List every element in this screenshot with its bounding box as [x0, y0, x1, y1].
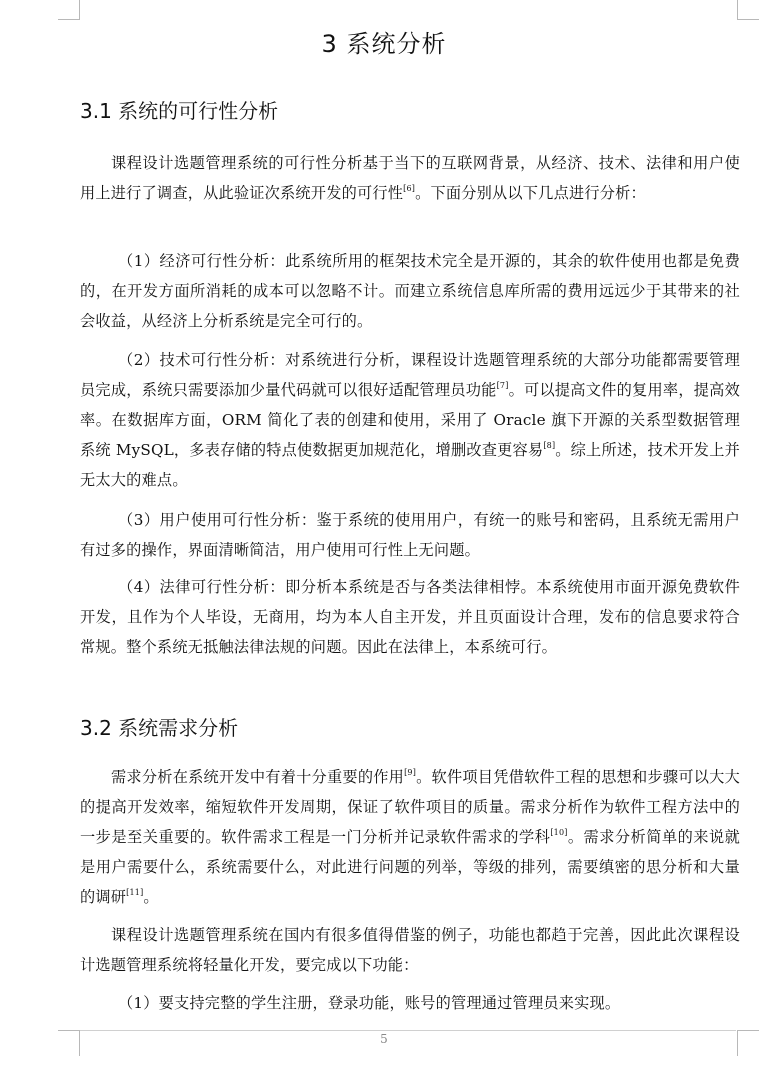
crop-mark-top-right [737, 0, 738, 20]
paragraph-text: 。需求分析简单的来说就是用户需要什么，系统需要什么，对此进行问题的列举，等级的排列，需要缜密的思分析和大量的调研 [80, 828, 741, 906]
footer-divider [80, 1030, 736, 1031]
requirement-item-1: （1）要支持完整的学生注册，登录功能，账号的管理通过管理员来实现。 [118, 994, 621, 1012]
page-number: 5 [380, 1032, 388, 1046]
crop-mark-top-left [79, 0, 80, 20]
citation-ref: [6] [403, 184, 416, 193]
paragraph-text: （2）技术可行性分析：对系统进行分析，课程设计选题管理系统的大部分功能都需要管理员完成，系统只需要添加少量代码就可以很好适配管理员功能 [80, 351, 740, 399]
paragraph-text: 。软件项目凭借软件工程的思想和步骤可以大大的提高开发效率，缩短软件开发周期，保证了软件项目的质量。需求分析作为软件工程方法中的一步是至关重要的。软件需求工程是一门分析并记录软件需求的学科 [80, 768, 740, 846]
crop-mark-bottom-left-h [58, 1030, 80, 1031]
feasibility-intro-paragraph [80, 148, 740, 208]
paragraph-text: 。可以提高文件的复用率，提高效率。在数据库方面，ORM 简化了表的创建和使用，采用了 Oracle 旗下开源的关系型数据管理系统 MySQL，多表存储的特点使数据更加规范化，增删改查更容易 [80, 381, 740, 459]
legal-feasibility-paragraph: （4）法律可行性分析：即分析本系统是否与各类法律相悖。本系统使用市面开源免费软件开发，且作为个人毕设，无商用，均为本人自主开发，并且页面设计合理，发布的信息要求符合常规。整个系统无抵触法律法规的问题。因此在法律上，本系统可行。 [80, 578, 740, 656]
requirements-system-paragraph: 课程设计选题管理系统在国内有很多值得借鉴的例子，功能也都趋于完善，因此此次课程设计选题管理系统将轻量化开发，要完成以下功能： [80, 926, 740, 974]
paragraph-text: 课程设计选题管理系统的可行性分析基于当下的互联网背景，从经济、技术、法律和用户使用上进行了调查，从此验证次系统开发的可行性 [80, 154, 740, 202]
paragraph-text: 。综上所述，技术开发上并无太大的难点。 [80, 441, 740, 489]
crop-mark-top-right-h [737, 19, 759, 20]
crop-mark-top-left-h [58, 19, 80, 20]
crop-mark-bottom-right-h [737, 1030, 759, 1031]
user-feasibility-paragraph: （3）用户使用可行性分析：鉴于系统的使用用户，有统一的账号和密码，且系统无需用户有过多的操作，界面清晰简洁，用户使用可行性上无问题。 [80, 511, 740, 559]
paragraph-text: 。 [143, 888, 159, 906]
citation-ref: [9] [404, 768, 417, 777]
section-heading-feasibility: 3.1 系统的可行性分析 [80, 99, 279, 123]
section-heading-requirements: 3.2 系统需求分析 [80, 716, 239, 740]
paragraph-text: 需求分析在系统开发中有着十分重要的作用 [111, 768, 405, 786]
economic-feasibility-paragraph: （1）经济可行性分析：此系统所用的框架技术完全是开源的，其余的软件使用也都是免费的，在开发方面所消耗的成本可以忽略不计。而建立系统信息库所需的费用远远少于其带来的社会收益，从经济上分析系统是完全可行的。 [80, 252, 740, 330]
citation-ref: [8] [543, 441, 556, 450]
citation-ref: [11] [126, 888, 144, 897]
requirements-intro-paragraph [80, 762, 740, 912]
chapter-title: 3 系统分析 [321, 30, 447, 58]
technical-feasibility-paragraph [80, 345, 740, 495]
paragraph-text: 。下面分别从以下几点进行分析： [415, 184, 646, 202]
citation-ref: [10] [550, 828, 568, 837]
citation-ref: [7] [496, 381, 509, 390]
